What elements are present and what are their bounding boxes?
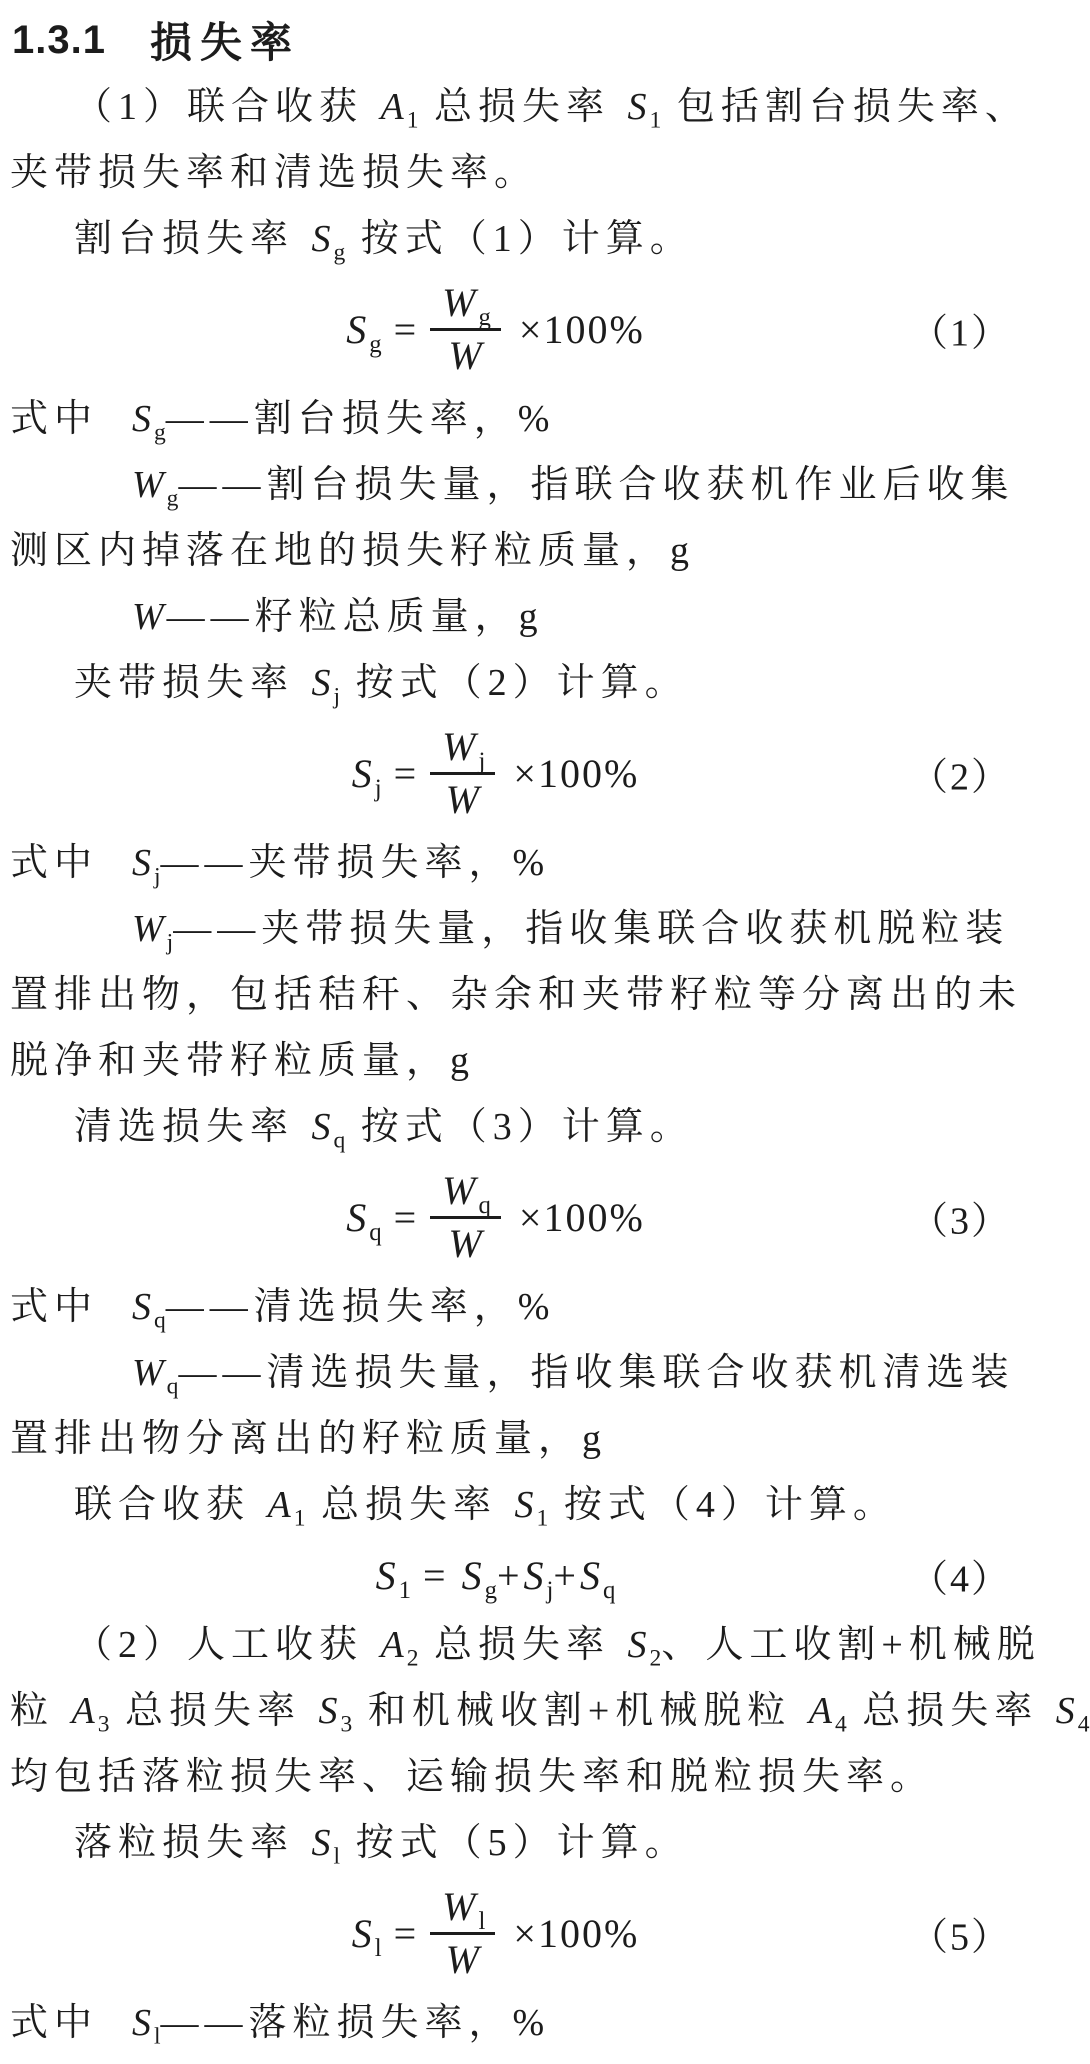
equation-number: （1） bbox=[909, 312, 1011, 355]
definition-text: W——籽粒总质量，g bbox=[132, 596, 544, 638]
definition-text: $S_l——$落粒损失率，% bbox=[132, 2002, 551, 2050]
definition-line bbox=[0, 584, 1049, 650]
definition-continuation: 测区内掉落在地的损失籽粒质量，g bbox=[10, 530, 696, 572]
equation-3 bbox=[0, 1160, 1049, 1274]
paragraph-line: 割台损失率 $S_g$ 按式（1）计算。 bbox=[74, 218, 694, 266]
definition-text: $W_j——$夹带损失量，指收集联合收获机脱粒装 bbox=[132, 908, 1010, 956]
fraction bbox=[430, 722, 495, 825]
fraction-denominator: W bbox=[448, 332, 483, 378]
equation-5-body bbox=[350, 1882, 640, 1985]
definition-line bbox=[0, 1990, 1049, 2056]
where-label: 式中 bbox=[10, 398, 99, 440]
equation-1 bbox=[0, 272, 1049, 386]
definition-line bbox=[0, 1274, 1049, 1340]
equation-number: （5） bbox=[909, 1916, 1011, 1959]
fraction bbox=[430, 1166, 501, 1269]
where-label: 式中 bbox=[10, 1286, 99, 1328]
equation-multiplier: ×100% bbox=[513, 750, 640, 796]
definition-line bbox=[0, 452, 1049, 518]
definition-line bbox=[0, 896, 1049, 962]
equation-multiplier: ×100% bbox=[518, 306, 645, 352]
where-label: 式中 bbox=[10, 2002, 99, 2044]
fraction bbox=[430, 278, 501, 381]
paragraph-line: 落粒损失率 $S_l$ 按式（5）计算。 bbox=[74, 1822, 689, 1870]
definition-continuation: 置排出物，包括秸秆、杂余和夹带籽粒等分离出的未 bbox=[10, 974, 1023, 1016]
paragraph-line: （2）人工收获 $A_2$ 总损失率 $S_2$、人工收割+机械脱 bbox=[74, 1624, 1041, 1672]
equation-4-body bbox=[374, 1552, 616, 1604]
paragraph-line: 联合收获 $A_1$ 总损失率 $S_1$ 按式（4）计算。 bbox=[74, 1484, 897, 1532]
where-label: 式中 bbox=[10, 842, 99, 884]
definition-line bbox=[0, 1340, 1049, 1406]
definition-text: $S_j——$夹带损失率，% bbox=[132, 842, 551, 890]
section-title: 损失率 bbox=[149, 21, 300, 67]
definition-text: $W_q——$清选损失量，指收集联合收获机清选装 bbox=[132, 1352, 1015, 1400]
fraction-numerator: $W_j$ bbox=[430, 722, 495, 775]
equation-4 bbox=[0, 1538, 1049, 1612]
fraction-numerator: $W_q$ bbox=[430, 1166, 501, 1219]
equation-5 bbox=[0, 1876, 1049, 1990]
equation-lhs: $S_q$ = bbox=[346, 1194, 419, 1246]
section-number: 1.3.1 bbox=[12, 17, 106, 62]
paragraph-line: 均包括落粒损失率、运输损失率和脱粒损失率。 bbox=[10, 1756, 935, 1798]
equation-1-body bbox=[344, 278, 645, 381]
equation-lhs: $S_g$ = bbox=[346, 306, 419, 358]
paragraph-line: 粒 $A_3$ 总损失率 $S_3$ 和机械收割+机械脱粒 $A_4$ 总损失率 $S_4$ bbox=[10, 1690, 1090, 1738]
equation-2-body bbox=[350, 722, 640, 825]
paragraph-line: 夹带损失率 $S_j$ 按式（2）计算。 bbox=[74, 662, 689, 710]
fraction bbox=[430, 1882, 495, 1985]
fraction-denominator: W bbox=[448, 1220, 483, 1266]
equation-number: （2） bbox=[909, 756, 1011, 799]
equation-number: （3） bbox=[909, 1200, 1011, 1243]
fraction-numerator: $W_g$ bbox=[430, 278, 501, 331]
equation-number: （4） bbox=[909, 1558, 1011, 1601]
equation-multiplier: ×100% bbox=[518, 1194, 645, 1240]
fraction-denominator: W bbox=[445, 1936, 480, 1982]
equation-3-body bbox=[344, 1166, 645, 1269]
equation-2 bbox=[0, 716, 1049, 830]
definition-text: $W_g——$割台损失量，指联合收获机作业后收集 bbox=[132, 464, 1015, 512]
paragraph-line: 清选损失率 $S_q$ 按式（3）计算。 bbox=[74, 1106, 694, 1154]
section-heading bbox=[0, 6, 1049, 74]
equation-lhs: $S_l$ = bbox=[351, 1910, 419, 1962]
equation-expression: $S_1 = S_g+S_j+S_q$ bbox=[375, 1552, 616, 1604]
definition-text: $S_g——$割台损失率，% bbox=[132, 398, 556, 446]
paragraph-line: 夹带损失率和清选损失率。 bbox=[10, 152, 539, 194]
paragraph-line: （1）联合收获 $A_1$ 总损失率 $S_1$ 包括割台损失率、 bbox=[74, 86, 1029, 134]
definition-text: $S_q——$清选损失率，% bbox=[132, 1286, 556, 1334]
definition-line bbox=[0, 386, 1049, 452]
definition-line bbox=[0, 830, 1049, 896]
equation-multiplier: ×100% bbox=[513, 1910, 640, 1956]
fraction-denominator: W bbox=[445, 776, 480, 822]
definition-continuation: 置排出物分离出的籽粒质量，g bbox=[10, 1418, 608, 1460]
equation-lhs: $S_j$ = bbox=[351, 750, 419, 802]
fraction-numerator: $W_l$ bbox=[430, 1882, 495, 1935]
definition-continuation: 脱净和夹带籽粒质量，g bbox=[10, 1040, 476, 1082]
